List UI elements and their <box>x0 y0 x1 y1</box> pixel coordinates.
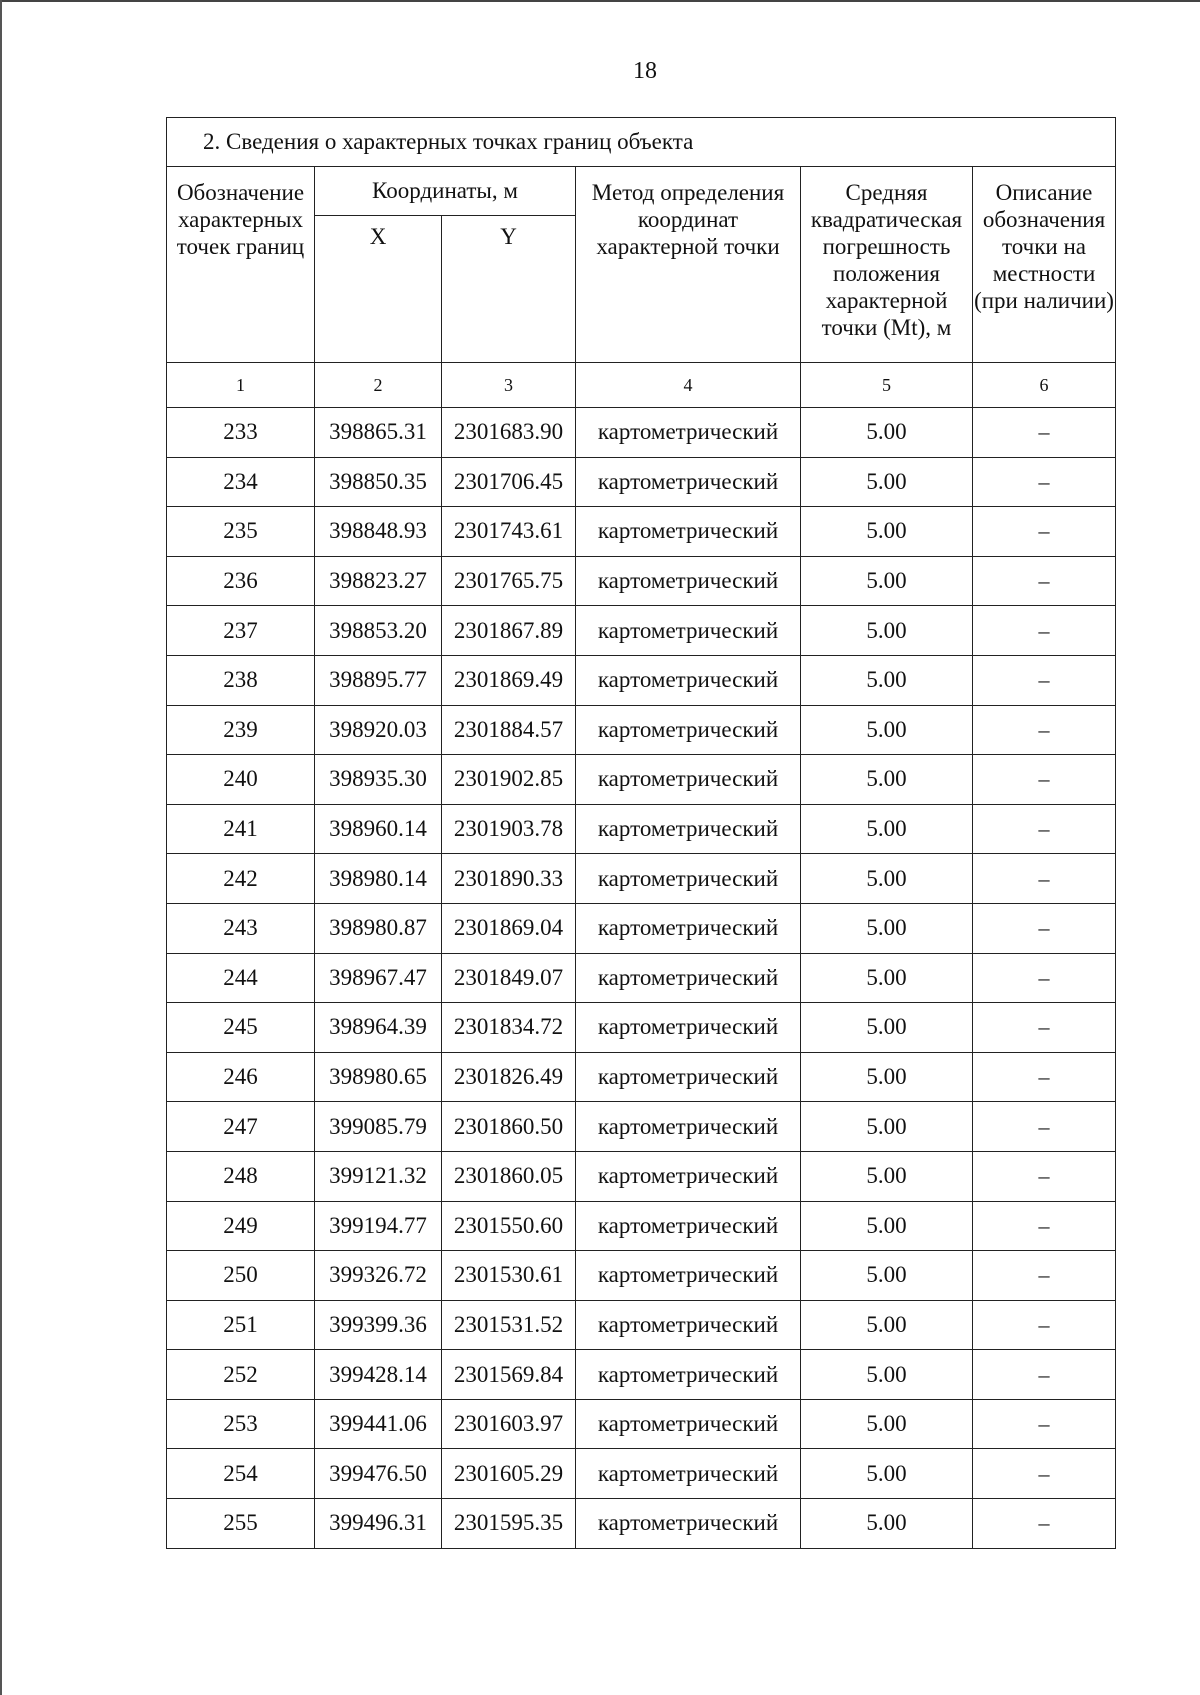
header-mean-square-error: Средняя квадратическая погрешность положения характерной точки (Mt), м <box>801 167 973 363</box>
mean-square-error-cell: 5.00 <box>801 1151 973 1201</box>
point-designation-cell: 233 <box>167 408 315 458</box>
point-designation-cell: 250 <box>167 1251 315 1301</box>
header-method: Метод определения координат характерной точки <box>576 167 801 363</box>
mean-square-error-cell: 5.00 <box>801 1052 973 1102</box>
column-number: 1 <box>167 363 315 408</box>
method-cell: картометрический <box>576 1052 801 1102</box>
description-cell: – <box>973 1201 1116 1251</box>
description-cell: – <box>973 655 1116 705</box>
table-row <box>167 655 1116 705</box>
coordinate-x-cell: 398850.35 <box>315 457 442 507</box>
description-cell: – <box>973 507 1116 557</box>
coordinate-x-cell: 398865.31 <box>315 408 442 458</box>
mean-square-error-cell: 5.00 <box>801 1499 973 1549</box>
coordinate-y-cell: 2301903.78 <box>442 804 576 854</box>
table-row <box>167 1449 1116 1499</box>
coordinate-y-cell: 2301595.35 <box>442 1499 576 1549</box>
point-designation-cell: 245 <box>167 1003 315 1053</box>
method-cell: картометрический <box>576 1151 801 1201</box>
table-row <box>167 457 1116 507</box>
table-row <box>167 903 1116 953</box>
column-number: 5 <box>801 363 973 408</box>
table-row <box>167 953 1116 1003</box>
description-cell: – <box>973 804 1116 854</box>
point-designation-cell: 234 <box>167 457 315 507</box>
point-designation-cell: 240 <box>167 755 315 805</box>
point-designation-cell: 253 <box>167 1399 315 1449</box>
mean-square-error-cell: 5.00 <box>801 804 973 854</box>
method-cell: картометрический <box>576 1102 801 1152</box>
table-row <box>167 1151 1116 1201</box>
table-row <box>167 1399 1116 1449</box>
column-number: 3 <box>442 363 576 408</box>
coordinate-x-cell: 399194.77 <box>315 1201 442 1251</box>
method-cell: картометрический <box>576 457 801 507</box>
coordinate-y-cell: 2301550.60 <box>442 1201 576 1251</box>
mean-square-error-cell: 5.00 <box>801 705 973 755</box>
coordinate-x-cell: 398935.30 <box>315 755 442 805</box>
coordinate-x-cell: 398960.14 <box>315 804 442 854</box>
table-row <box>167 606 1116 656</box>
method-cell: картометрический <box>576 705 801 755</box>
coordinate-y-cell: 2301860.50 <box>442 1102 576 1152</box>
mean-square-error-cell: 5.00 <box>801 1102 973 1152</box>
method-cell: картометрический <box>576 1449 801 1499</box>
description-cell: – <box>973 556 1116 606</box>
point-designation-cell: 249 <box>167 1201 315 1251</box>
table-row <box>167 1499 1116 1549</box>
coordinate-x-cell: 398980.14 <box>315 854 442 904</box>
mean-square-error-cell: 5.00 <box>801 1350 973 1400</box>
header-coordinates: Координаты, м <box>315 167 576 216</box>
point-designation-cell: 243 <box>167 903 315 953</box>
coordinate-x-cell: 399085.79 <box>315 1102 442 1152</box>
description-cell: – <box>973 408 1116 458</box>
coordinate-x-cell: 398853.20 <box>315 606 442 656</box>
method-cell: картометрический <box>576 1399 801 1449</box>
table-row <box>167 804 1116 854</box>
mean-square-error-cell: 5.00 <box>801 953 973 1003</box>
method-cell: картометрический <box>576 1201 801 1251</box>
coordinate-y-cell: 2301860.05 <box>442 1151 576 1201</box>
method-cell: картометрический <box>576 1300 801 1350</box>
table-row <box>167 556 1116 606</box>
mean-square-error-cell: 5.00 <box>801 457 973 507</box>
method-cell: картометрический <box>576 804 801 854</box>
mean-square-error-cell: 5.00 <box>801 655 973 705</box>
description-cell: – <box>973 606 1116 656</box>
method-cell: картометрический <box>576 606 801 656</box>
coordinate-y-cell: 2301867.89 <box>442 606 576 656</box>
point-designation-cell: 248 <box>167 1151 315 1201</box>
point-designation-cell: 254 <box>167 1449 315 1499</box>
coordinate-y-cell: 2301869.49 <box>442 655 576 705</box>
point-designation-cell: 241 <box>167 804 315 854</box>
mean-square-error-cell: 5.00 <box>801 606 973 656</box>
page-number: 18 <box>633 58 657 84</box>
table-row <box>167 1251 1116 1301</box>
description-cell: – <box>973 1151 1116 1201</box>
description-cell: – <box>973 705 1116 755</box>
mean-square-error-cell: 5.00 <box>801 556 973 606</box>
mean-square-error-cell: 5.00 <box>801 1300 973 1350</box>
coordinate-y-cell: 2301902.85 <box>442 755 576 805</box>
method-cell: картометрический <box>576 953 801 1003</box>
coordinate-x-cell: 399428.14 <box>315 1350 442 1400</box>
description-cell: – <box>973 854 1116 904</box>
coordinate-y-cell: 2301826.49 <box>442 1052 576 1102</box>
description-cell: – <box>973 1449 1116 1499</box>
table-row <box>167 507 1116 557</box>
coordinate-x-cell: 399496.31 <box>315 1499 442 1549</box>
coordinate-x-cell: 399441.06 <box>315 1399 442 1449</box>
description-cell: – <box>973 1003 1116 1053</box>
point-designation-cell: 244 <box>167 953 315 1003</box>
mean-square-error-cell: 5.00 <box>801 1251 973 1301</box>
table-row <box>167 1350 1116 1400</box>
coordinate-x-cell: 399121.32 <box>315 1151 442 1201</box>
point-designation-cell: 247 <box>167 1102 315 1152</box>
coordinate-x-cell: 398823.27 <box>315 556 442 606</box>
column-number: 2 <box>315 363 442 408</box>
point-designation-cell: 246 <box>167 1052 315 1102</box>
description-cell: – <box>973 903 1116 953</box>
coordinate-y-cell: 2301569.84 <box>442 1350 576 1400</box>
mean-square-error-cell: 5.00 <box>801 1201 973 1251</box>
coordinate-y-cell: 2301869.04 <box>442 903 576 953</box>
table-row <box>167 705 1116 755</box>
column-number: 6 <box>973 363 1116 408</box>
method-cell: картометрический <box>576 556 801 606</box>
point-designation-cell: 235 <box>167 507 315 557</box>
description-cell: – <box>973 1350 1116 1400</box>
method-cell: картометрический <box>576 408 801 458</box>
coordinate-y-cell: 2301683.90 <box>442 408 576 458</box>
method-cell: картометрический <box>576 1350 801 1400</box>
description-cell: – <box>973 1300 1116 1350</box>
coordinate-x-cell: 398895.77 <box>315 655 442 705</box>
mean-square-error-cell: 5.00 <box>801 507 973 557</box>
description-cell: – <box>973 755 1116 805</box>
method-cell: картометрический <box>576 755 801 805</box>
mean-square-error-cell: 5.00 <box>801 854 973 904</box>
description-cell: – <box>973 1399 1116 1449</box>
section-title: 2. Сведения о характерных точках границ объекта <box>167 118 1116 167</box>
point-designation-cell: 238 <box>167 655 315 705</box>
description-cell: – <box>973 1499 1116 1549</box>
table-row <box>167 408 1116 458</box>
method-cell: картометрический <box>576 854 801 904</box>
coordinate-y-cell: 2301531.52 <box>442 1300 576 1350</box>
column-number-row <box>167 363 1116 408</box>
method-cell: картометрический <box>576 903 801 953</box>
table-row <box>167 1003 1116 1053</box>
method-cell: картометрический <box>576 1003 801 1053</box>
table-row <box>167 1201 1116 1251</box>
coordinate-x-cell: 399326.72 <box>315 1251 442 1301</box>
point-designation-cell: 252 <box>167 1350 315 1400</box>
coordinate-y-cell: 2301605.29 <box>442 1449 576 1499</box>
page-edge-left <box>0 0 2 1695</box>
header-y: Y <box>442 216 576 363</box>
coordinate-y-cell: 2301849.07 <box>442 953 576 1003</box>
header-row-1 <box>167 167 1116 216</box>
description-cell: – <box>973 1052 1116 1102</box>
mean-square-error-cell: 5.00 <box>801 1003 973 1053</box>
table-row <box>167 755 1116 805</box>
point-designation-cell: 237 <box>167 606 315 656</box>
header-description: Описание обозначения точки на местности (при наличии) <box>973 167 1116 363</box>
point-designation-cell: 239 <box>167 705 315 755</box>
point-designation-cell: 236 <box>167 556 315 606</box>
coordinate-y-cell: 2301706.45 <box>442 457 576 507</box>
description-cell: – <box>973 457 1116 507</box>
coordinate-y-cell: 2301765.75 <box>442 556 576 606</box>
coordinate-x-cell: 398848.93 <box>315 507 442 557</box>
method-cell: картометрический <box>576 1499 801 1549</box>
coordinate-y-cell: 2301884.57 <box>442 705 576 755</box>
description-cell: – <box>973 953 1116 1003</box>
table-row <box>167 1052 1116 1102</box>
table-row <box>167 1102 1116 1152</box>
mean-square-error-cell: 5.00 <box>801 1449 973 1499</box>
coordinate-y-cell: 2301530.61 <box>442 1251 576 1301</box>
coordinate-y-cell: 2301603.97 <box>442 1399 576 1449</box>
coordinate-x-cell: 399399.36 <box>315 1300 442 1350</box>
mean-square-error-cell: 5.00 <box>801 903 973 953</box>
point-designation-cell: 242 <box>167 854 315 904</box>
coordinate-y-cell: 2301743.61 <box>442 507 576 557</box>
mean-square-error-cell: 5.00 <box>801 408 973 458</box>
method-cell: картометрический <box>576 1251 801 1301</box>
coordinate-x-cell: 398964.39 <box>315 1003 442 1053</box>
method-cell: картометрический <box>576 507 801 557</box>
coordinate-x-cell: 398967.47 <box>315 953 442 1003</box>
description-cell: – <box>973 1102 1116 1152</box>
boundary-points-table <box>166 117 1116 1549</box>
coordinate-x-cell: 399476.50 <box>315 1449 442 1499</box>
point-designation-cell: 251 <box>167 1300 315 1350</box>
coordinate-x-cell: 398980.65 <box>315 1052 442 1102</box>
table-row <box>167 1300 1116 1350</box>
coordinate-x-cell: 398920.03 <box>315 705 442 755</box>
coordinate-y-cell: 2301890.33 <box>442 854 576 904</box>
mean-square-error-cell: 5.00 <box>801 1399 973 1449</box>
description-cell: – <box>973 1251 1116 1301</box>
table-row <box>167 854 1116 904</box>
page-edge-top <box>0 0 1200 2</box>
table-title-row <box>167 118 1116 167</box>
coordinate-x-cell: 398980.87 <box>315 903 442 953</box>
header-x: X <box>315 216 442 363</box>
header-point-designation: Обозначение характерных точек границ <box>167 167 315 363</box>
coordinate-y-cell: 2301834.72 <box>442 1003 576 1053</box>
point-designation-cell: 255 <box>167 1499 315 1549</box>
mean-square-error-cell: 5.00 <box>801 755 973 805</box>
column-number: 4 <box>576 363 801 408</box>
method-cell: картометрический <box>576 655 801 705</box>
